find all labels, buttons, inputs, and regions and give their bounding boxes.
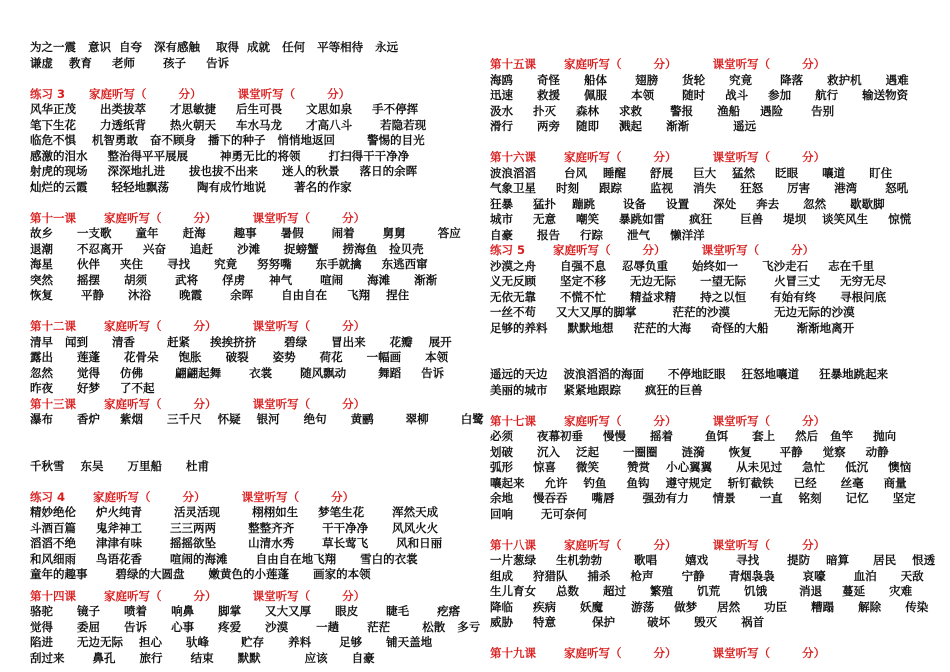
section-heading: 第十一课 家庭听写（ 分） 课堂听写（ 分） xyxy=(30,210,366,225)
word-line: 余地 慢吞吞 嘴唇 强劲有力 情景 一直 铭刻 记忆 坚定 xyxy=(490,491,916,505)
section-heading: 第十七课 家庭听写（ 分） 课堂听写（ 分） xyxy=(490,413,826,428)
word-line: 无依无靠 不慌不忙 精益求精 持之以恒 有始有终 寻根问底 xyxy=(490,289,887,304)
spacer xyxy=(490,336,930,367)
word-line: 波浪滔滔 台风 睡醒 舒展 巨大 猛然 眨眼 嚷道 盯住 xyxy=(490,165,893,180)
spacer xyxy=(490,135,930,151)
word-line: 灿烂的云霞 轻轻地飘荡 陶有成竹地说 著名的作家 xyxy=(30,179,352,194)
word-line: 谦虚 教育 老师 孩子 告诉 xyxy=(30,55,230,70)
section-heading: 练习 5 家庭听写（ 分） 课堂听写（ 分） xyxy=(490,243,815,257)
word-line: 恢复 平静 沐浴 晚霞 余晖 自由自在 飞翔 捏住 xyxy=(30,288,410,302)
spacer xyxy=(490,522,930,538)
word-line: 美丽的城市 紧紧地跟踪 疯狂的巨兽 xyxy=(490,382,703,397)
spacer xyxy=(490,398,930,414)
spacer xyxy=(30,195,460,211)
word-line: 狂暴 猛扑 蹦跳 设备 设置 深处 奔去 忽然 歇歇脚 xyxy=(490,196,885,211)
word-line: 滔滔不绝 津津有味 摇摇欲坠 山清水秀 草长莺飞 风和日丽 xyxy=(30,536,443,550)
word-line: 威胁 特意 保护 破坏 毁灭 祸首 xyxy=(490,615,765,629)
word-line: 感激的泪水 整治得平平展展 神勇无比的将领 打扫得干干净净 xyxy=(30,148,410,163)
word-line: 瀑布 香炉 紫烟 三千尺 怀疑 银河 绝句 黄鹂 翠柳 白鹭 xyxy=(30,412,484,426)
word-line: 生儿育女 总数 超过 繁殖 饥荒 饥饿 消退 蔓延 灾难 xyxy=(490,584,913,598)
left-column xyxy=(30,40,484,666)
word-line: 海星 伙伴 夹住 寻找 究竟 努努嘴 东手就擒 东逃西窜 xyxy=(30,257,428,271)
word-line: 迅速 救援 佩服 本领 随时 战斗 参加 航行 输送物资 xyxy=(490,88,909,102)
word-line: 和风细雨 鸟语花香 喧闹的海滩 自由自在地飞翔 雪白的衣裳 xyxy=(30,551,418,566)
word-line: 斗酒百篇 鬼斧神工 三三两两 整整齐齐 干干净净 风风火火 xyxy=(30,520,439,535)
word-line: 射虎的现场 深深地扎进 拔也拔不出来 迷人的秋景 落日的余晖 xyxy=(30,164,418,178)
section-heading: 第十四课 家庭听写（ 分） 课堂听写（ 分） xyxy=(30,588,366,603)
spacer xyxy=(30,428,460,459)
word-line: 气象卫星 时刻 跟踪 监视 消失 狂怒 厉害 港湾 怒吼 xyxy=(490,181,909,195)
word-line: 义无反顾 坚定不移 无边无际 一望无际 火冒三丈 无穷无尽 xyxy=(490,274,887,288)
word-line: 弧形 惊喜 微笑 赞赏 小心翼翼 从未见过 急忙 低沉 懊恼 xyxy=(490,460,912,474)
word-line: 精妙绝伦 炉火纯青 活灵活现 栩栩如生 梦笔生花 浑然天成 xyxy=(30,505,439,519)
word-line: 汲水 扑灭 森林 求救 警报 渔船 遇险 告别 xyxy=(490,103,835,118)
section-heading: 第十八课 家庭听写（ 分） 课堂听写（ 分） xyxy=(490,537,826,552)
word-line: 海鸥 奇怪 船体 翅膀 货轮 究竟 降落 救护机 遇难 xyxy=(490,72,909,87)
word-line: 滑行 两旁 随即 溅起 渐渐 遥远 xyxy=(490,119,757,133)
word-line: 笔下生花 力透纸背 热火朝天 车水马龙 才高八斗 若隐若现 xyxy=(30,117,427,132)
section-heading: 练习 3 家庭听写（ 分） 课堂听写（ 分） xyxy=(30,86,351,101)
section-heading: 第十二课 家庭听写（ 分） 课堂听写（ 分） xyxy=(30,319,366,333)
word-line: 清早 闻到 清香 赶紧 挨挨挤挤 碧绿 冒出来 花瓣 展开 xyxy=(30,334,452,349)
word-line: 觉得 委屈 告诉 心事 疼爱 沙漠 一趟 茫茫 松散 多亏 xyxy=(30,619,481,634)
word-line: 临危不惧 机智勇敢 奋不顾身 播下的种子 悄悄地返回 警惕的目光 xyxy=(30,133,425,147)
spacer xyxy=(30,474,460,490)
word-line: 一丝不苟 又大又厚的脚掌 茫茫的沙漠 无边无际的沙漠 xyxy=(490,305,855,319)
word-line: 为之一震 意识 自夸 深有感触 取得 成就 任何 平等相待 永远 xyxy=(30,40,399,54)
section-heading: 第十九课 家庭听写（ 分） 课堂听写（ 分） xyxy=(490,646,826,660)
spacer xyxy=(30,304,460,320)
word-line: 忽然 觉得 仿佛 翩翩起舞 衣裳 随风飘动 舞蹈 告诉 xyxy=(30,365,445,380)
word-line: 嚷起来 允许 钓鱼 鱼钩 遵守规定 斩钉截铁 已经 丝毫 商量 xyxy=(490,475,907,490)
section-heading: 第十六课 家庭听写（ 分） 课堂听写（ 分） xyxy=(490,150,826,164)
section-heading: 练习 4 家庭听写（ 分） 课堂听写（ 分） xyxy=(30,489,355,504)
word-line: 遥远的天边 波浪滔滔的海面 不停地眨眼 狂怒地嚷道 狂暴地跳起来 xyxy=(490,367,889,381)
word-line: 陷进 无边无际 担心 驮峰 贮存 养料 足够 铺天盖地 xyxy=(30,635,433,649)
spacer xyxy=(30,71,460,87)
word-line: 划破 沉入 泛起 一圈圈 涟漪 恢复 平静 觉察 动静 xyxy=(490,444,889,459)
word-line: 骆驼 镜子 喷着 响鼻 脚掌 又大又厚 眼皮 睫毛 疙瘩 xyxy=(30,604,461,618)
word-line: 故乡 一支歌 童年 赶海 趣事 暑假 闹着 舅舅 答应 xyxy=(30,226,461,240)
word-line: 足够的养料 默默地想 茫茫的大海 奇怪的大船 渐渐地离开 xyxy=(490,320,855,335)
word-line: 城市 无意 嘲笑 暴跳如雷 疯狂 巨兽 堤坝 谈笑风生 惊慌 xyxy=(490,212,912,226)
word-line: 露出 莲蓬 花骨朵 饱胀 破裂 姿势 荷花 一幅画 本领 xyxy=(30,350,449,364)
spacer xyxy=(490,631,930,647)
word-line: 突然 摇摆 胡须 武将 俘虏 神气 喧闹 海滩 渐渐 xyxy=(30,272,438,287)
section-heading: 第十三课 家庭听写（ 分） 课堂听写（ 分） xyxy=(30,396,366,411)
word-line: 千秋雪 东吴 万里船 杜甫 xyxy=(30,458,210,473)
right-column xyxy=(490,57,936,662)
word-line: 刮过来 鼻孔 旅行 结束 默默 应该 自豪 xyxy=(30,650,375,665)
word-line: 组成 狩猎队 捕杀 枪声 宁静 青烟袅袅 哀嚎 血泊 天敌 xyxy=(490,568,924,583)
word-line: 风华正茂 出类拔萃 才思敏捷 后生可畏 文思如泉 手不停挥 xyxy=(30,102,419,116)
word-line: 自豪 报告 行踪 泄气 懒洋洋 xyxy=(490,227,705,242)
word-line: 必须 夜幕初垂 慢慢 摇着 鱼饵 套上 然后 鱼竿 抛向 xyxy=(490,429,897,443)
section-heading: 第十五课 家庭听写（ 分） 课堂听写（ 分） xyxy=(490,57,826,71)
word-line: 沙漠之舟 自强不息 忍辱负重 始终如一 飞沙走石 志在千里 xyxy=(490,258,875,273)
word-line: 一片葱绿 生机勃勃 歌唱 嬉戏 寻找 提防 暗算 居民 恨透 xyxy=(490,553,936,567)
word-line: 回响 无可奈何 xyxy=(490,506,588,521)
word-line: 降临 疾病 妖魔 游荡 做梦 居然 功臣 糟蹋 解除 传染 xyxy=(490,599,929,614)
word-line: 退潮 不忍离开 兴奋 追赶 沙滩 捉螃蟹 捞海鱼 捡贝壳 xyxy=(30,241,424,256)
word-line: 昨夜 好梦 了不起 xyxy=(30,381,155,395)
word-line: 童年的趣事 碧绿的大圆盘 嫩黄色的小莲蓬 画家的本领 xyxy=(30,567,371,581)
